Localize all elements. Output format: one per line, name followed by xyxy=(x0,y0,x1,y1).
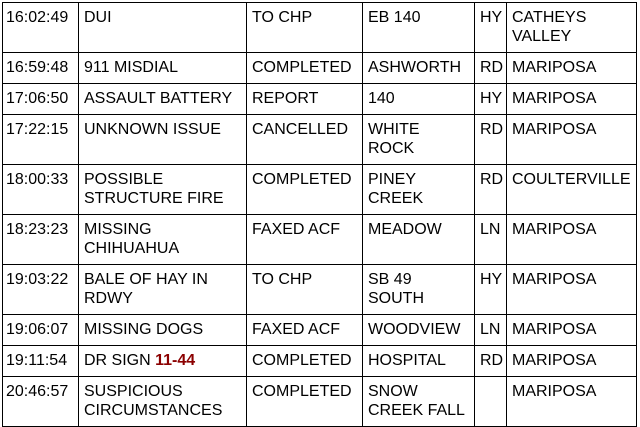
incident-cell xyxy=(79,115,247,165)
time-cell: 19:11:54 xyxy=(3,346,79,377)
table-row xyxy=(3,84,637,115)
time-cell: 19:06:07 xyxy=(3,315,79,346)
incident-line: CHIHUAHUA xyxy=(84,240,180,257)
incident-line: DUI xyxy=(84,9,112,26)
community-cell xyxy=(507,84,637,115)
incident-cell xyxy=(79,377,247,427)
type-cell: LN xyxy=(475,315,507,346)
disposition-cell: TO CHP xyxy=(247,3,363,53)
disposition-cell: FAXED ACF xyxy=(247,215,363,265)
table-row xyxy=(3,346,637,377)
table-row xyxy=(3,377,637,427)
disposition-cell: COMPLETED xyxy=(247,53,363,84)
incident-line: CIRCUMSTANCES xyxy=(84,402,223,419)
location-cell xyxy=(363,377,475,427)
type-cell: LN xyxy=(475,215,507,265)
location-line: SNOW xyxy=(368,383,418,400)
time-cell: 16:59:48 xyxy=(3,53,79,84)
table-row xyxy=(3,115,637,165)
incident-line: MISSING DOGS xyxy=(84,321,204,338)
location-cell xyxy=(363,53,475,84)
type-cell: RD xyxy=(475,165,507,215)
incident-line: STRUCTURE FIRE xyxy=(84,190,224,207)
community-line: MARIPOSA xyxy=(512,59,597,76)
disposition-cell: REPORT xyxy=(247,84,363,115)
location-cell xyxy=(363,3,475,53)
dispatch-log-table xyxy=(2,2,637,427)
incident-cell xyxy=(79,84,247,115)
community-line: MARIPOSA xyxy=(512,383,597,400)
community-line: VALLEY xyxy=(512,28,572,45)
location-line: WHITE xyxy=(368,121,420,138)
community-line: MARIPOSA xyxy=(512,90,597,107)
incident-cell xyxy=(79,165,247,215)
community-line: MARIPOSA xyxy=(512,221,597,238)
incident-cell xyxy=(79,346,247,377)
location-cell xyxy=(363,346,475,377)
incident-cell xyxy=(79,215,247,265)
community-cell xyxy=(507,346,637,377)
community-cell xyxy=(507,265,637,315)
table-row xyxy=(3,215,637,265)
incident-line: MISSING xyxy=(84,221,152,238)
disposition-cell: TO CHP xyxy=(247,265,363,315)
time-cell: 19:03:22 xyxy=(3,265,79,315)
type-cell: RD xyxy=(475,115,507,165)
incident-cell xyxy=(79,53,247,84)
location-line: HOSPITAL xyxy=(368,352,446,369)
location-line: ASHWORTH xyxy=(368,59,462,76)
location-line: ROCK xyxy=(368,140,415,157)
location-line: MEADOW xyxy=(368,221,442,238)
disposition-cell: COMPLETED xyxy=(247,346,363,377)
location-line: EB 140 xyxy=(368,9,421,26)
type-cell: RD xyxy=(475,53,507,84)
community-cell xyxy=(507,215,637,265)
dispatch-log-body xyxy=(3,3,637,427)
community-cell xyxy=(507,377,637,427)
incident-line: RDWY xyxy=(84,290,133,307)
table-row xyxy=(3,165,637,215)
disposition-cell: FAXED ACF xyxy=(247,315,363,346)
time-cell: 18:00:33 xyxy=(3,165,79,215)
community-cell xyxy=(507,165,637,215)
community-cell xyxy=(507,53,637,84)
time-cell: 20:46:57 xyxy=(3,377,79,427)
disposition-cell: COMPLETED xyxy=(247,377,363,427)
incident-cell xyxy=(79,3,247,53)
location-line: WOODVIEW xyxy=(368,321,461,338)
time-cell: 16:02:49 xyxy=(3,3,79,53)
location-cell xyxy=(363,84,475,115)
community-line: MARIPOSA xyxy=(512,121,597,138)
table-row xyxy=(3,3,637,53)
type-cell xyxy=(475,377,507,427)
incident-line: ASSAULT BATTERY xyxy=(84,90,233,107)
incident-code: 11-44 xyxy=(155,352,196,369)
time-cell: 17:22:15 xyxy=(3,115,79,165)
type-cell: HY xyxy=(475,265,507,315)
community-line: MARIPOSA xyxy=(512,271,597,288)
community-cell xyxy=(507,3,637,53)
type-cell: HY xyxy=(475,84,507,115)
location-line: PINEY xyxy=(368,171,417,188)
community-line: COULTERVILLE xyxy=(512,171,631,188)
community-cell xyxy=(507,115,637,165)
incident-line: POSSIBLE xyxy=(84,171,164,188)
location-line: SOUTH xyxy=(368,290,424,307)
location-line: SB 49 xyxy=(368,271,412,288)
incident-line: UNKNOWN ISSUE xyxy=(84,121,221,138)
type-cell: RD xyxy=(475,346,507,377)
time-cell: 18:23:23 xyxy=(3,215,79,265)
location-line: CREEK xyxy=(368,190,424,207)
incident-line: BALE OF HAY IN xyxy=(84,271,208,288)
type-cell: HY xyxy=(475,3,507,53)
incident-line: DR SIGN xyxy=(84,352,156,369)
location-cell xyxy=(363,315,475,346)
table-row xyxy=(3,315,637,346)
community-line: MARIPOSA xyxy=(512,321,597,338)
community-cell xyxy=(507,315,637,346)
location-line: CREEK FALL xyxy=(368,402,465,419)
community-line: CATHEYS xyxy=(512,9,587,26)
incident-cell xyxy=(79,315,247,346)
incident-line: 911 MISDIAL xyxy=(84,59,178,76)
table-row xyxy=(3,53,637,84)
incident-cell xyxy=(79,265,247,315)
disposition-cell: CANCELLED xyxy=(247,115,363,165)
disposition-cell: COMPLETED xyxy=(247,165,363,215)
table-row xyxy=(3,265,637,315)
location-cell xyxy=(363,115,475,165)
incident-line: SUSPICIOUS xyxy=(84,383,183,400)
location-cell xyxy=(363,215,475,265)
location-cell xyxy=(363,265,475,315)
location-line: 140 xyxy=(368,90,395,107)
community-line: MARIPOSA xyxy=(512,352,597,369)
time-cell: 17:06:50 xyxy=(3,84,79,115)
location-cell xyxy=(363,165,475,215)
